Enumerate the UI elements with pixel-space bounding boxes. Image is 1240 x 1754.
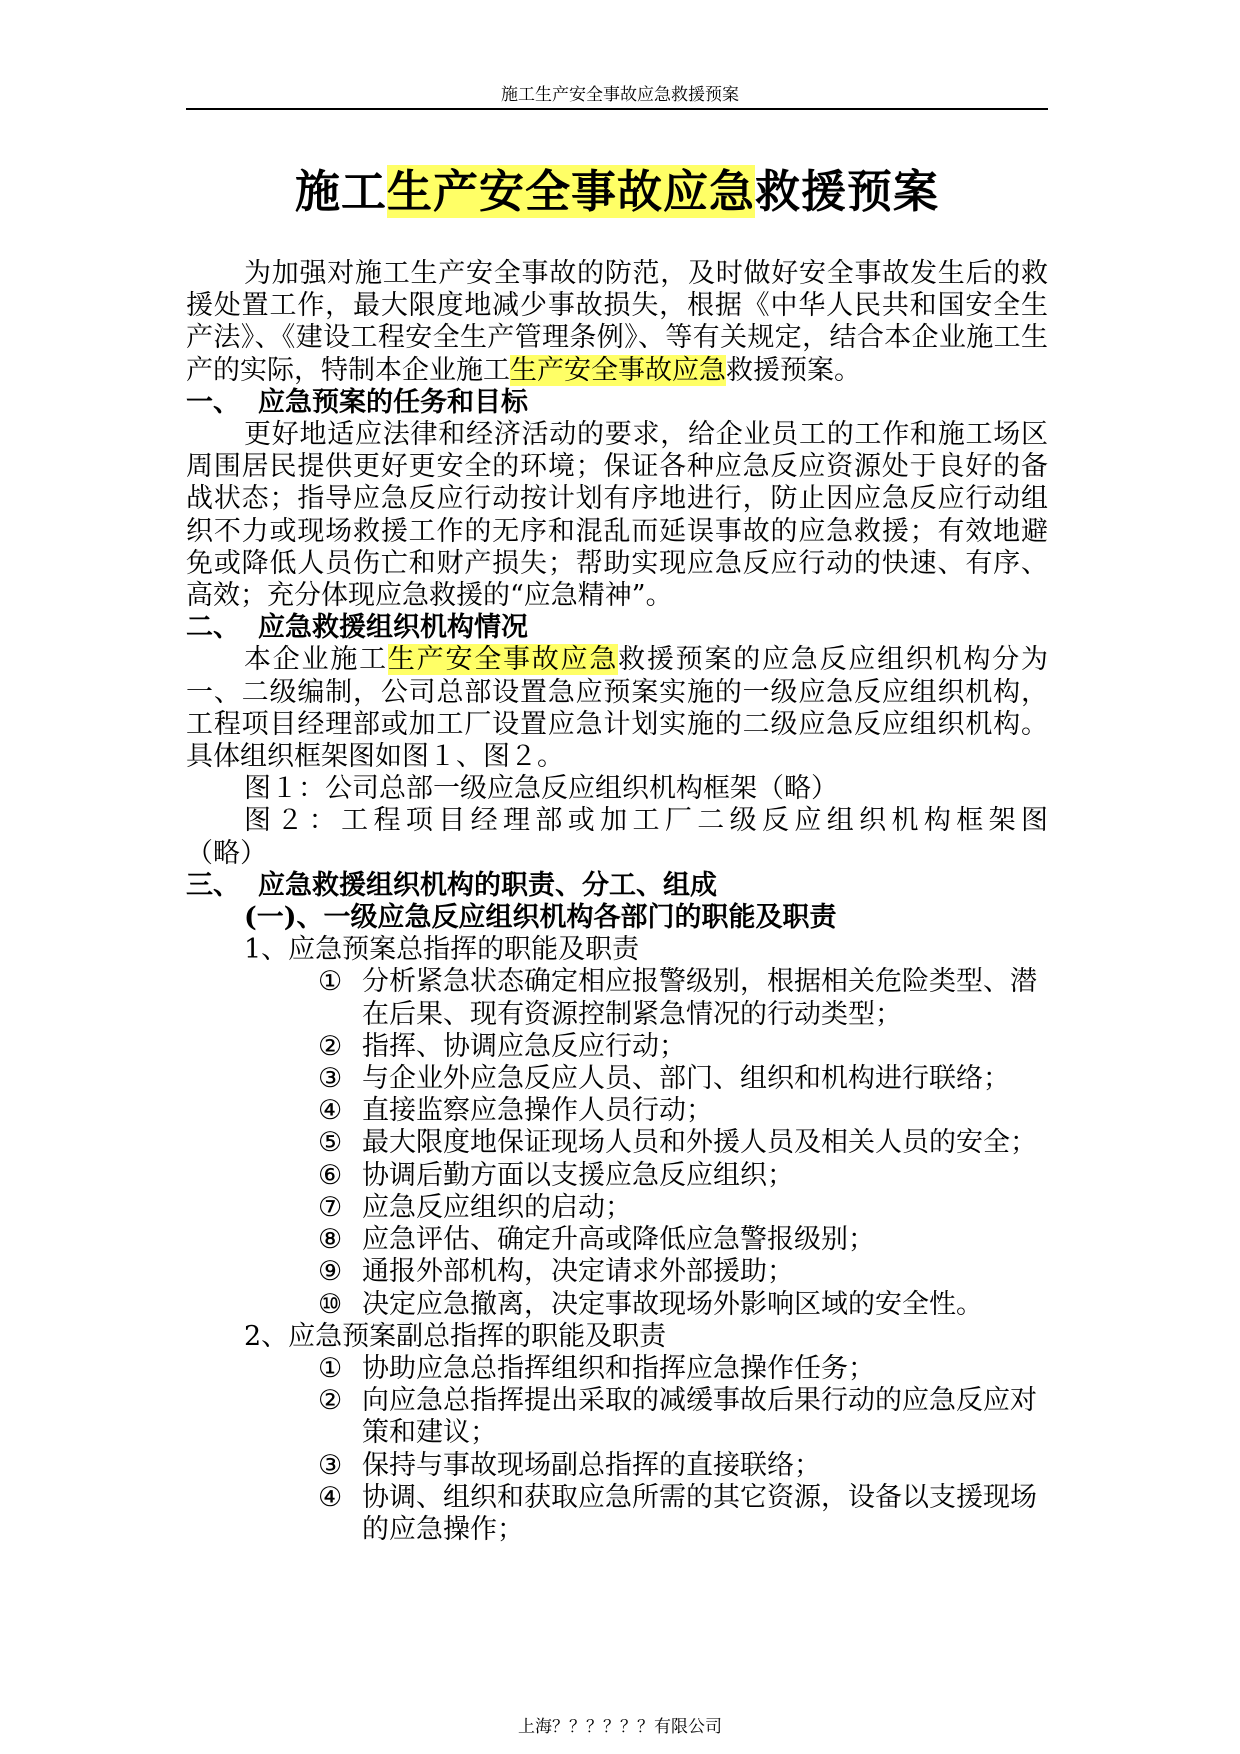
list-marker: ⑩ [318, 1288, 343, 1320]
list-item-text: 通报外部机构，决定请求外部援助； [362, 1256, 794, 1288]
section-2-highlight: 生产安全事故应急 [387, 644, 619, 676]
list-item-text: 应急评估、确定升高或降低应急警报级别； [362, 1224, 875, 1256]
section-3-number: 三、 [186, 869, 240, 901]
section-2-title: 应急救援组织机构情况 [258, 612, 528, 644]
list-marker: ⑦ [318, 1191, 343, 1223]
list-marker: ⑤ [318, 1127, 343, 1159]
figure-2-caption: 图２：工程项目经理部或加工厂二级反应组织机构框架图 [244, 805, 1048, 837]
list-item-text: 向应急总指挥提出采取的减缓事故后果行动的应急反应对策和建议； [362, 1385, 1037, 1449]
list-marker: ② [318, 1030, 343, 1062]
item-2-list [186, 1353, 1048, 1546]
document-body [186, 258, 1048, 1546]
list-marker: ③ [318, 1063, 343, 1095]
list-item [186, 1192, 1048, 1224]
intro-text: 为加强对施工生产安全事故的防范，及时做好安全事故发生后的救援处置工作，最大限度地减少事故损失，根据《中华人民共和国安全生产法》、《建设工程安全生产管理条例》、等有关规定，结合本企业施工生产的实际，特制本企业施工 [186, 258, 1048, 386]
title-highlight: 生产安全事故应急 [386, 165, 755, 218]
list-item [186, 1127, 1048, 1159]
list-marker: ④ [318, 1481, 343, 1513]
section-1-heading [186, 387, 1048, 419]
list-item [186, 1063, 1048, 1095]
list-marker: ④ [318, 1095, 343, 1127]
section-1-number: 一、 [186, 386, 240, 418]
page-footer: 上海？？？？？？有限公司 [518, 1717, 722, 1737]
list-item [186, 1095, 1048, 1127]
list-marker: ② [318, 1385, 343, 1417]
document-title [186, 162, 1048, 222]
header-rule [186, 108, 1048, 110]
intro-highlight: 生产安全事故应急 [510, 354, 726, 386]
title-part-2: 救援预案 [755, 165, 940, 218]
list-item-text: 决定应急撤离，决定事故现场外影响区域的安全性。 [362, 1288, 983, 1320]
section-3-title: 应急救援组织机构的职责、分工、组成 [258, 869, 717, 901]
list-item-text: 保持与事故现场副总指挥的直接联络； [362, 1449, 821, 1481]
list-item-text: 分析紧急状态确定相应报警级别，根据相关危险类型、潜在后果、现有资源控制紧急情况的行动类型； [362, 966, 1037, 1030]
list-item-text: 应急反应组织的启动； [362, 1191, 632, 1223]
item-1-list [186, 966, 1048, 1320]
section-2-text-end: 救援预案的应急反应组织机构分为一、二级编制，公司总部设置急应预案实施的一级应急反应组织机构，工程项目经理部或加工厂设置应急计划实施的二级应急反应组织机构。具体组织框架图如图１、图２。 [186, 644, 1049, 773]
list-item [186, 1256, 1048, 1288]
list-item [186, 1450, 1048, 1482]
list-marker: ① [318, 1352, 343, 1384]
list-item [186, 1482, 1048, 1546]
list-item [186, 966, 1048, 1030]
section-3-heading [186, 870, 1048, 902]
section-2-number: 二、 [186, 612, 240, 644]
list-item-text: 指挥、协调应急反应行动； [362, 1030, 686, 1062]
figure-2-caption-tail: （略） [186, 837, 267, 869]
list-item [186, 1353, 1048, 1385]
list-item [186, 1289, 1048, 1321]
section-2-paragraph [186, 644, 1048, 773]
list-marker: ① [318, 966, 343, 998]
section-1-title: 应急预案的任务和目标 [258, 386, 528, 418]
section-2-heading [186, 612, 1048, 644]
list-item-text: 与企业外应急反应人员、部门、组织和机构进行联络； [362, 1063, 1010, 1095]
section-2-text: 本企业施工 [244, 644, 388, 676]
list-item [186, 1031, 1048, 1063]
list-item [186, 1160, 1048, 1192]
item-2-heading: 2、应急预案副总指挥的职能及职责 [244, 1320, 667, 1352]
figure-1-caption: 图１：公司总部一级应急反应组织机构框架（略） [244, 773, 838, 805]
section-1-paragraph: 更好地适应法律和经济活动的要求，给企业员工的工作和施工场区周围居民提供更好更安全的环境；保证各种应急反应资源处于良好的备战状态；指导应急反应行动按计划有序地进行，防止因应急反应行动组织不力或现场救援工作的无序和混乱而延误事故的应急救援；有效地避免或降低人员伤亡和财产损失；帮助实现应急反应行动的快速、有序、高效；充分体现应急救援的“应急精神”。 [186, 419, 1048, 612]
page-header: 施工生产安全事故应急救援预案 [501, 85, 739, 105]
list-item [186, 1224, 1048, 1256]
intro-paragraph [186, 258, 1048, 387]
title-part-1: 施工 [294, 165, 387, 218]
list-marker: ⑨ [318, 1256, 343, 1288]
item-1-heading: 1、应急预案总指挥的职能及职责 [244, 934, 640, 966]
list-marker: ③ [318, 1449, 343, 1481]
list-marker: ⑥ [318, 1159, 343, 1191]
list-item-text: 直接监察应急操作人员行动； [362, 1095, 713, 1127]
list-item [186, 1385, 1048, 1449]
list-item-text: 协调后勤方面以支援应急反应组织； [362, 1159, 794, 1191]
list-marker: ⑧ [318, 1224, 343, 1256]
list-item-text: 协调、组织和获取应急所需的其它资源，设备以支援现场的应急操作； [362, 1481, 1037, 1545]
section-3-subheading: (一)、一级应急反应组织机构各部门的职能及职责 [244, 902, 837, 934]
intro-text-end: 救援预案。 [726, 354, 861, 386]
list-item-text: 协助应急总指挥组织和指挥应急操作任务； [362, 1352, 875, 1384]
list-item-text: 最大限度地保证现场人员和外援人员及相关人员的安全； [362, 1127, 1037, 1159]
